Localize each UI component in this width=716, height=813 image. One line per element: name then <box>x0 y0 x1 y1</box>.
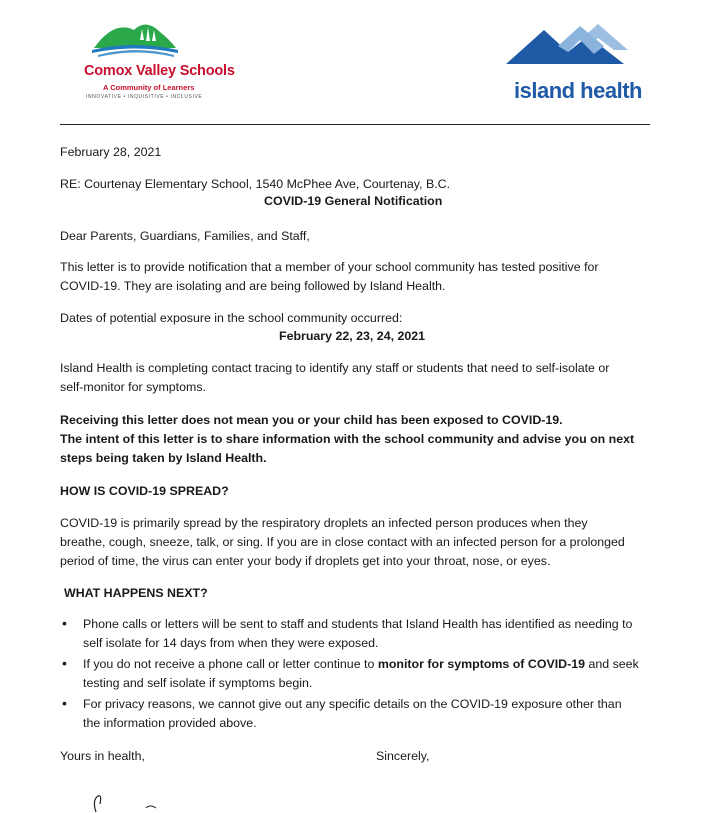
exposure-intro: Dates of potential exposure in the school community occurred: <box>60 311 403 325</box>
bullet-1-line-2: self isolate for 14 days from when they were exposed. <box>83 636 379 650</box>
letter-date: February 28, 2021 <box>60 145 162 159</box>
school-logo <box>84 14 234 64</box>
bullet-2-line-1 <box>83 655 639 674</box>
school-logo-graphic <box>84 14 184 64</box>
spread-line-3: period of time, the virus can enter your body if droplets get into your throat, nose, or eyes. <box>60 554 551 568</box>
school-tagline: A Community of Learners <box>103 83 195 92</box>
exposure-dates: February 22, 23, 24, 2021 <box>279 329 426 343</box>
bullet-2-emphasis: monitor for symptoms of COVID-19 <box>377 657 586 671</box>
bullet-3-line-1: For privacy reasons, we cannot give out any specific details on the COVID-19 exposure other than <box>83 697 622 711</box>
bullet-marker: • <box>62 615 67 631</box>
spread-line-1: COVID-19 is primarily spread by the respiratory droplets an infected person produces when they <box>60 516 588 530</box>
signature-mark <box>86 790 166 813</box>
bullet-2-tail: and seek <box>585 657 639 671</box>
notice-exposure: Receiving this letter does not mean you or your child has been exposed to COVID-19. <box>60 413 563 427</box>
bullet-3-line-2: the information provided above. <box>83 716 257 730</box>
health-logo <box>506 20 636 75</box>
bullet-marker: • <box>62 695 67 711</box>
tracing-line-2: self-monitor for symptoms. <box>60 380 206 394</box>
school-values: INNOVATIVE • INQUISITIVE • INCLUSIVE <box>86 94 203 100</box>
tracing-line-1: Island Health is completing contact tracing to identify any staff or students that need to self-isolate or <box>60 361 610 375</box>
header-divider <box>60 124 650 125</box>
heading-spread: HOW IS COVID-19 SPREAD? <box>60 484 229 498</box>
bullet-1-line-1: Phone calls or letters will be sent to staff and students that Island Health has identified as needing to <box>83 617 633 631</box>
intro-line-2: COVID-19. They are isolating and are being followed by Island Health. <box>60 279 446 293</box>
bullet-marker: • <box>62 655 67 671</box>
bullet-2-text: If you do not receive a phone call or letter continue to <box>83 657 378 671</box>
school-name: Comox Valley Schools <box>84 63 235 79</box>
closing-left: Yours in health, <box>60 749 145 763</box>
heading-next: WHAT HAPPENS NEXT? <box>64 586 208 600</box>
subject-line: COVID-19 General Notification <box>264 194 443 208</box>
bullet-2-line-2: testing and self isolate if symptoms begin. <box>83 676 313 690</box>
re-line: RE: Courtenay Elementary School, 1540 McPhee Ave, Courtenay, B.C. <box>60 177 451 191</box>
notice-intent-line-1: The intent of this letter is to share information with the school community and advise you on next <box>60 432 635 446</box>
health-logo-mountains <box>506 20 636 70</box>
spread-line-2: breathe, cough, sneeze, talk, or sing. If you are in close contact with an infected person for a prolonged <box>60 535 625 549</box>
closing-right: Sincerely, <box>376 749 430 763</box>
salutation: Dear Parents, Guardians, Families, and Staff, <box>60 229 310 243</box>
notice-intent-line-2: steps being taken by Island Health. <box>60 451 267 465</box>
health-name: island health <box>514 78 642 103</box>
intro-line-1: This letter is to provide notification that a member of your school community has tested positive for <box>60 260 599 274</box>
